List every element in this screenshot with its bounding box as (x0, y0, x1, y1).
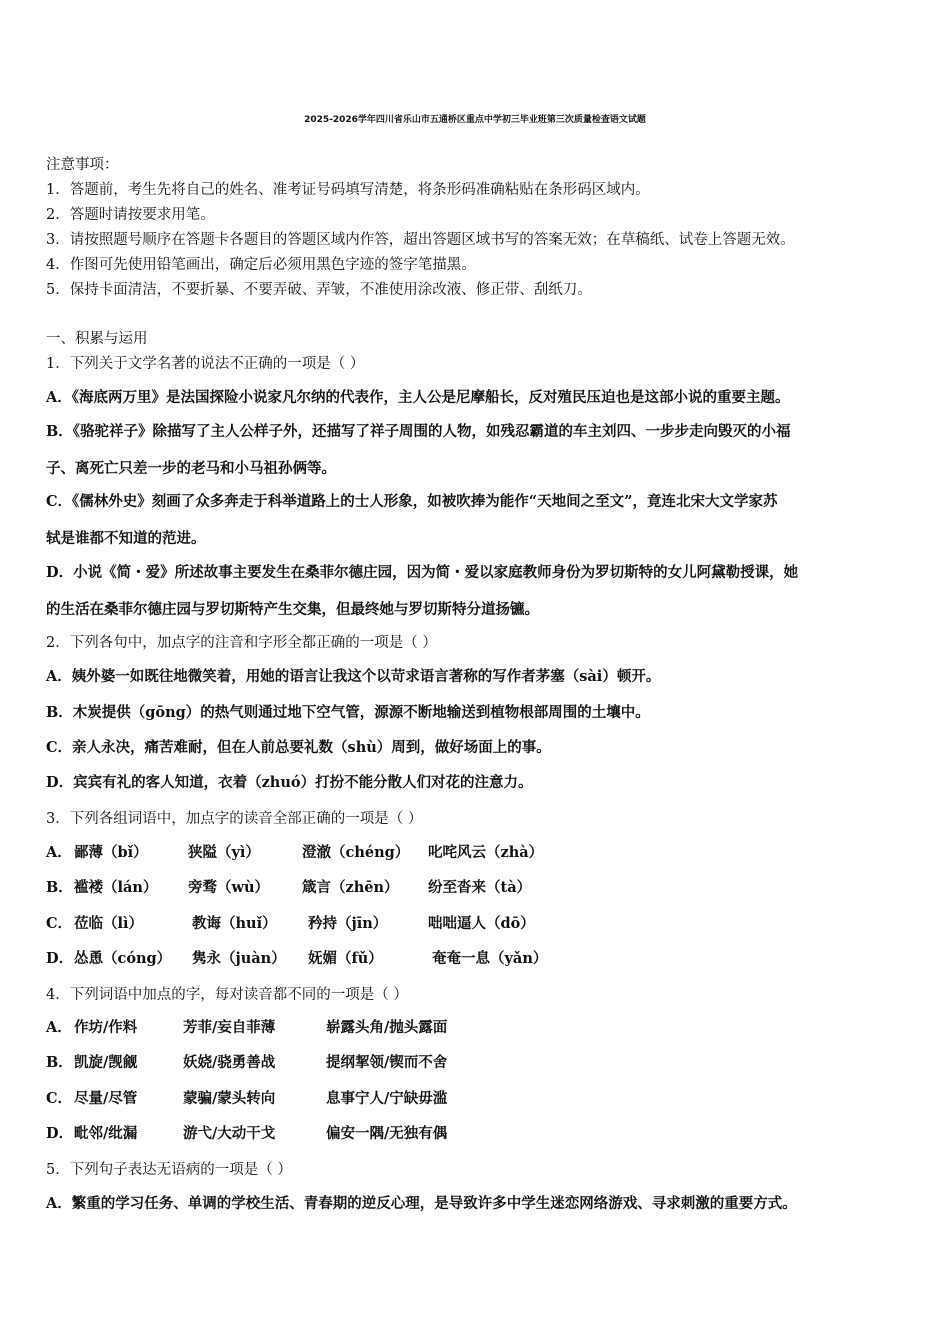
notice-item: 2．答题时请按要求用笔。 (46, 207, 215, 223)
option-word: 澄澈（chéng） (302, 844, 410, 861)
option-word: 纷至沓来（tà） (428, 879, 532, 896)
question-2-option-c: C．亲人永决，痛苦难耐，但在人前总要礼数（shù）周到，做好场面上的事。 (46, 739, 551, 756)
question-2-option-b: B．木炭提供（gōng）的热气则通过地下空气管，源源不断地输送到植物根部周围的土壤中。 (46, 704, 650, 721)
option-word: 旁骛（wù） (188, 879, 270, 896)
notice-item: 4．作图可先使用铅笔画出，确定后必须用黑色字迹的签字笔描黑。 (46, 257, 476, 273)
option-word: 奄奄一息（yǎn） (432, 950, 548, 967)
question-5-option-a: A．繁重的学习任务、单调的学校生活、青春期的逆反心理，是导致许多中学生迷恋网络游戏、寻求刺激的重要方式。 (46, 1195, 797, 1212)
section-heading: 一、积累与运用 (46, 331, 148, 347)
option-label: D． (46, 1125, 74, 1142)
question-1-option-b: B．《骆驼祥子》除描写了主人公样子外，还描写了祥子周围的人物，如残忍霸道的车主刘四、一步步走向毁灭的小福 (46, 423, 791, 440)
option-word: 凯旋/觊觎 (74, 1054, 138, 1071)
option-word: 息事宁人/宁缺毋滥 (326, 1090, 448, 1107)
question-1-option-a: A．《海底两万里》是法国探险小说家凡尔纳的代表作，主人公是尼摩船长，反对殖民压迫也是这部小说的重要主题。 (46, 389, 790, 406)
option-word: 偏安一隅/无独有偶 (326, 1125, 448, 1142)
question-1-option-d-cont: 的生活在桑菲尔德庄园与罗切斯特产生交集，但最终她与罗切斯特分道扬镳。 (46, 601, 539, 618)
option-word: 妖娆/骁勇善战 (183, 1054, 276, 1071)
notice-item: 3．请按照题号顺序在答题卡各题目的答题区域内作答，超出答题区域书写的答案无效；在草稿纸、试卷上答题无效。 (46, 232, 795, 248)
option-word: 作坊/作料 (74, 1019, 138, 1036)
question-4-stem: 4．下列词语中加点的字，每对读音都不同的一项是（ ） (46, 987, 408, 1003)
question-1-option-d: D．小说《简・爱》所述故事主要发生在桑菲尔德庄园，因为简・爱以家庭教师身份为罗切斯特的女儿阿黛勒授课，她 (46, 564, 799, 581)
option-word: 褴褛（lán） (74, 879, 158, 896)
option-word: 游弋/大动干戈 (183, 1125, 276, 1142)
option-word: 咄咄逼人（dō） (428, 915, 535, 932)
question-5-stem: 5．下列句子表达无语病的一项是（ ） (46, 1162, 292, 1178)
option-word: 箴言（zhēn） (302, 879, 399, 896)
option-label: C． (46, 915, 73, 932)
option-label: A． (46, 1019, 72, 1036)
option-word: 教诲（huǐ） (192, 915, 277, 932)
question-1-option-b-cont: 子、离死亡只差一步的老马和小马祖孙俩等。 (46, 460, 336, 477)
page-title: 2025-2026学年四川省乐山市五通桥区重点中学初三毕业班第三次质量检查语文试题 (304, 115, 646, 125)
option-word: 鄙薄（bǐ） (74, 844, 148, 861)
option-label: B． (46, 879, 73, 896)
option-word: 尽量/尽管 (74, 1090, 138, 1107)
option-word: 妩媚（fǔ） (308, 950, 383, 967)
question-2-option-a: A．姨外婆一如既往地微笑着，用她的语言让我这个以苛求语言著称的写作者茅塞（sài）顿开。 (46, 668, 661, 685)
option-label: D． (46, 950, 74, 967)
option-word: 狭隘（yì） (188, 844, 260, 861)
option-label: B． (46, 1054, 73, 1071)
question-1-option-c: C．《儒林外史》刻画了众多奔走于科举道路上的士人形象，如被吹捧为能作“天地间之至文”，竟连北宋大文学家苏 (46, 493, 778, 510)
option-word: 隽永（juàn） (192, 950, 286, 967)
notice-item: 1．答题前，考生先将自己的姓名、准考证号码填写清楚，将条形码准确粘贴在条形码区域内。 (46, 182, 650, 198)
option-label: A． (46, 844, 72, 861)
option-word: 蒙骗/蒙头转向 (183, 1090, 276, 1107)
question-1-option-c-cont: 轼是谁都不知道的范进。 (46, 530, 206, 547)
option-word: 矜持（jīn） (308, 915, 388, 932)
question-1-stem: 1．下列关于文学名著的说法不正确的一项是（ ） (46, 356, 365, 372)
notice-item: 5．保持卡面清洁，不要折暴、不要弄破、弄皱，不准使用涂改液、修正带、刮纸刀。 (46, 282, 592, 298)
option-word: 提纲挈领/锲而不舍 (326, 1054, 448, 1071)
option-word: 芳菲/妄自菲薄 (183, 1019, 276, 1036)
question-3-stem: 3．下列各组词语中，加点字的读音全部正确的一项是（ ） (46, 811, 423, 827)
question-2-stem: 2．下列各句中，加点字的注音和字形全都正确的一项是（ ） (46, 635, 437, 651)
option-word: 毗邻/纰漏 (74, 1125, 138, 1142)
option-word: 崭露头角/抛头露面 (326, 1019, 448, 1036)
option-word: 叱咤风云（zhà） (428, 844, 544, 861)
question-2-option-d: D．宾宾有礼的客人知道，衣着（zhuó）打扮不能分散人们对花的注意力。 (46, 774, 533, 791)
option-word: 怂恿（cóng） (74, 950, 172, 967)
option-label: C． (46, 1090, 73, 1107)
option-word: 莅临（lì） (74, 915, 144, 932)
notice-heading: 注意事项： (46, 157, 119, 173)
